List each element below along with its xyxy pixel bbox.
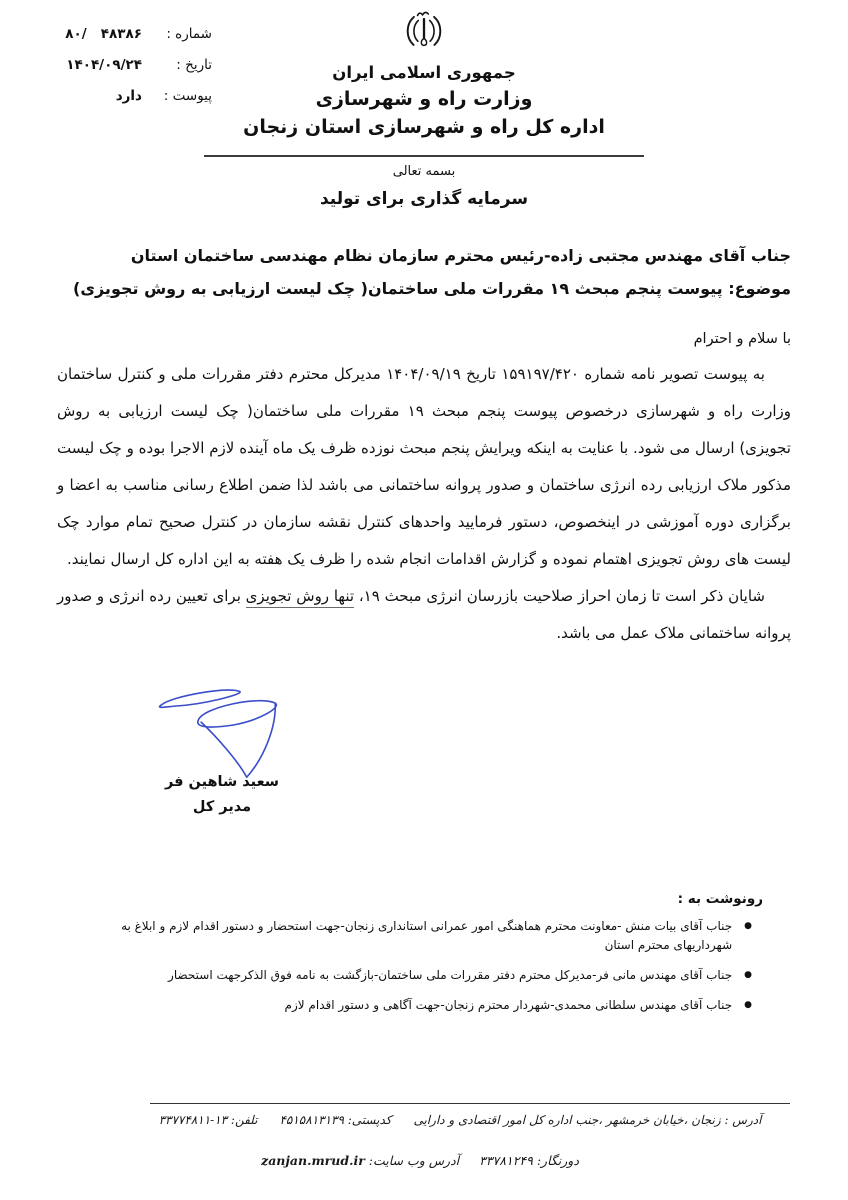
letter-body	[57, 356, 791, 652]
footer-contact-line	[120, 1113, 800, 1127]
cc-item-text: جناب آقای مهندس سلطانی محمدی-شهردار محترم زنجان-جهت آگاهی و دستور اقدام لازم	[284, 998, 733, 1012]
letterhead-country: جمهوری اسلامی ایران	[332, 63, 516, 82]
cc-item-text: جناب آقای مهندس مانی فر-مدیرکل محترم دفتر مقررات ملی ساختمان-بازگشت به نامه فوق الذکرجهت استحضار	[168, 968, 733, 982]
letter-attachment-value: دارد	[115, 88, 142, 104]
footer-phone: تلفن: ۱۳-۳۳۷۷۴۸۱۱	[158, 1113, 258, 1127]
cc-item	[60, 917, 752, 955]
cc-item	[60, 966, 752, 985]
cc-item	[60, 996, 752, 1015]
signatory-title: مدیر کل	[192, 799, 252, 815]
body-paragraph-1: به پیوست تصویر نامه شماره ۱۵۹۱۹۷/۴۲۰ تاریخ ۱۴۰۴/۰۹/۱۹ مدیرکل محترم دفتر مقررات ملی و کنترل ساختمان وزارت راه و شهرسازی درخصوص پیوست پنجم مبحث ۱۹ مقررات ملی ساختمان( چک لیست ارزیابی به روش تجویزی) ارسال می شود. با عنایت به اینکه ویرایش پنجم مبحث نوزده ظرف یک ماه آینده لازم الاجرا بوده و چک لیست مذکور ملاک ارزیابی رده انرژی ساختمان و صدور پروانه ساختمانی می باشد لذا ضمن اطلاع رسانی مناسب به اعضا و برگزاری دوره آموزشی در اینخصوص، دستور فرمایید واحدهای کنترل نقشه سازمان در کنترل صحیح تمام موارد چک لیست های روش تجویزی اهتمام نموده و گزارش اقدامات انجام شده را ظرف یک هفته به این اداره کل ارسال نمایند.	[57, 365, 792, 568]
letter-date-label: تاریخ :	[176, 57, 212, 73]
footer-address: آدرس : زنجان ،خیابان خرمشهر ،جنب اداره کل امور اقتصادی و دارایی	[413, 1113, 762, 1127]
body-paragraph-2	[57, 578, 791, 652]
footer-postal-code: کدپستی: ۴۵۱۵۸۱۳۱۳۹	[279, 1113, 392, 1127]
letterhead	[0, 6, 848, 138]
bullet-icon: ●	[744, 1000, 752, 1010]
salutation-line: با سلام و احترام	[693, 331, 791, 347]
bullet-icon: ●	[744, 970, 752, 980]
body-p2-before: شایان ذکر است تا زمان احراز صلاحیت بازرسان انرژی مبحث ۱۹،	[354, 587, 765, 605]
footer-website	[261, 1153, 459, 1168]
year-slogan-text: سرمایه گذاری برای تولید	[319, 189, 529, 209]
bullet-icon: ●	[744, 921, 752, 931]
cc-list	[60, 917, 752, 1026]
footer-website-url: zanjan.mrud.ir	[261, 1153, 365, 1168]
header-divider-line	[204, 155, 644, 157]
signatory-name: سعید شاهین فر	[164, 774, 280, 790]
cc-heading: رونوشت به :	[677, 891, 763, 907]
cc-item-text: جناب آقای بیات منش -معاونت محترم هماهنگی امور عمرانی استانداری زنجان-جهت استحضار و دستور اقدام لازم و ابلاغ به شهرداریهای محترم استان	[121, 919, 733, 952]
handwritten-signature-icon	[146, 666, 298, 784]
subject-line: موضوع: پیوست پنجم مبحث ۱۹ مقررات ملی ساختمان( چک لیست ارزیابی به روش تجویزی)	[73, 279, 791, 298]
footer-divider-line	[150, 1103, 790, 1104]
letterhead-department: اداره کل راه و شهرسازی استان زنجان	[243, 116, 605, 138]
letterhead-ministry: وزارت راه و شهرسازی	[315, 88, 533, 110]
footer-fax: دورنگار: ۳۳۷۸۱۲۴۹	[479, 1153, 579, 1168]
body-p2-after: برای تعیین رده انرژی و صدور پروانه ساختمانی ملاک عمل می باشد.	[57, 587, 791, 642]
footer-web-line	[80, 1153, 760, 1168]
recipient-line: جناب آقای مهندس مجتبی زاده-رئیس محترم سازمان نظام مهندسی ساختمان استان	[130, 246, 791, 265]
letter-number-value: ۸۰/ ۴۸۳۸۶	[65, 26, 142, 42]
basmala-text: بسمه تعالی	[392, 164, 456, 179]
body-p2-underlined-phrase: تنها روش تجویزی	[246, 587, 354, 608]
letter-attachment-label: پیوست :	[163, 88, 212, 104]
letter-date-value: ۱۴۰۴/۰۹/۲۴	[66, 57, 142, 73]
footer-website-label: آدرس وب سایت:	[368, 1153, 460, 1168]
iran-emblem-icon	[401, 6, 447, 58]
letter-number-label: شماره :	[166, 26, 212, 42]
